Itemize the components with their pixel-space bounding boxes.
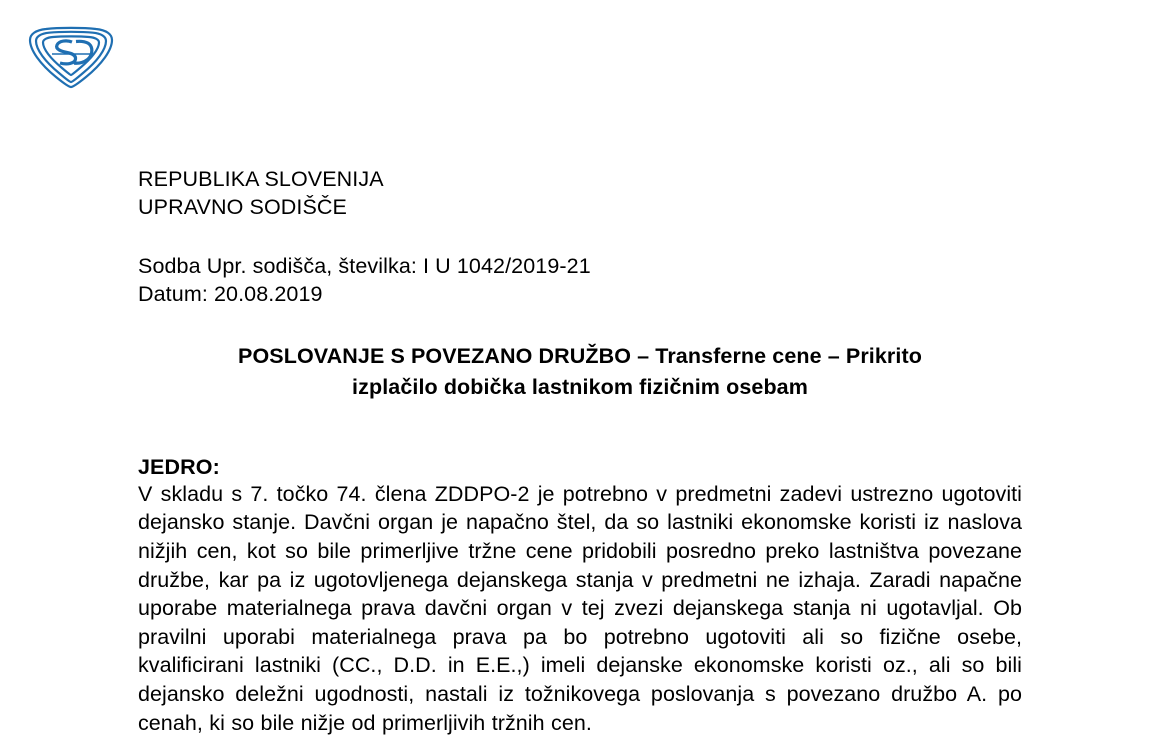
court-header — [138, 165, 1022, 222]
case-info — [138, 252, 1022, 309]
section-label-jedro: JEDRO: — [138, 454, 220, 479]
country-name: REPUBLIKA SLOVENIJA — [138, 167, 384, 191]
page-title-line-1: POSLOVANJE S POVEZANO DRUŽBO – Transferne cene – Prikrito — [238, 343, 922, 368]
sd-shield-logo — [26, 24, 116, 92]
document-body — [138, 165, 1022, 737]
page-title-line-2: izplačilo dobička lastnikom fizičnim osebam — [352, 374, 808, 399]
judgement-date: Datum: 20.08.2019 — [138, 282, 323, 307]
section-text-jedro: V skladu s 7. točko 74. člena ZDDPO-2 je potrebno v predmetni zadevi ustrezno ugotoviti dejansko stanje. Davčni organ je napačno štel, da so lastniki ekonomske koristi iz naslova nižjih cen, kot so bile primerljive tržne cene pridobili posredno preko lastništva povezane družbe, kar pa iz ugotovljenega dejanskega stanja v predmetni ne izhaja. Zaradi napačne uporabe materialnega prava davčni organ v tej zvezi dejanskega stanja ni ugotavljal. Ob pravilni uporabi materialnega prava pa bo potrebno ugotoviti ali so fizične osebe, kvalificirani lastniki (CC., D.D. in E.E.,) imeli dejanske ekonomske koristi oz., ali so bili dejansko deležni ugodnosti, nastali iz tožnikovega poslovanja s povezano družbo A. po cenah, ki so bile nižje od primerljivih tržnih cen. — [138, 481, 1022, 735]
page-title — [138, 341, 1022, 403]
court-name: UPRAVNO SODIŠČE — [138, 195, 347, 220]
judgement-number: Sodba Upr. sodišča, številka: I U 1042/2019-21 — [138, 253, 591, 278]
